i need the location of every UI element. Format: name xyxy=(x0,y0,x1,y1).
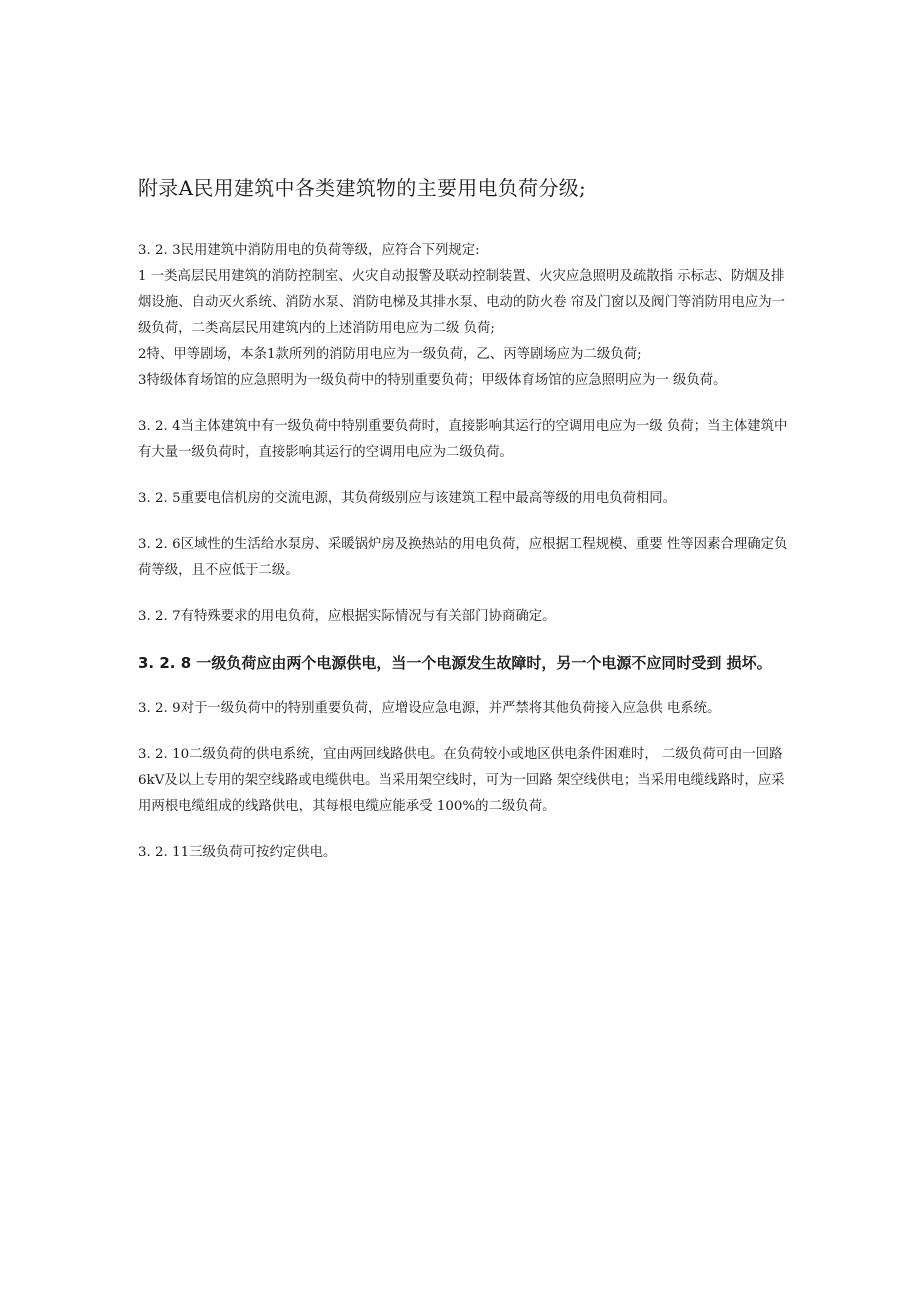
document-body xyxy=(138,238,790,866)
section-3-2-8: 3. 2. 8 一级负荷应由两个电源供电，当一个电源发生故障时，另一个电源不应同时受到 损坏。 xyxy=(138,654,772,672)
section-3-2-3-item-1: 1 一类高层民用建筑的消防控制室、火灾自动报警及联动控制装置、火灾应急照明及疏散指 示标志、防烟及排烟设施、自动灭火系统、消防水泵、消防电梯及其排水泵、电动的防火卷 帘及门窗以及阀门等消防用电应为一级负荷，二类高层民用建筑内的上述消防用电应为二级 负荷; xyxy=(138,269,786,336)
section-3-2-10: 3. 2. 10二级负荷的供电系统，宜由两回线路供电。在负荷较小或地区供电条件困难时， 二级负荷可由一回路6kV及以上专用的架空线路或电缆供电。当采用架空线时，可为一回路 架空线供电；当采用电缆线路时，应采用两根电缆组成的线路供电，其每根电缆应能承受 100%的二级负荷。 xyxy=(138,747,785,814)
section-3-2-11: 3. 2. 11三级负荷可按约定供电。 xyxy=(138,845,337,860)
section-3-2-3-item-3: 3特级体育场馆的应急照明为一级负荷中的特别重要负荷；甲级体育场馆的应急照明应为一 级负荷。 xyxy=(138,373,727,388)
section-3-2-5: 3. 2. 5重要电信机房的交流电源，其负荷级别应与该建筑工程中最高等级的用电负荷相同。 xyxy=(138,491,677,506)
section-3-2-4: 3. 2. 4当主体建筑中有一级负荷中特别重要负荷时，直接影响其运行的空调用电应为一级 负荷；当主体建筑中有大量一级负荷时，直接影响其运行的空调用电应为二级负荷。 xyxy=(138,419,788,460)
document-title: 附录A民用建筑中各类建筑物的主要用电负荷分级; xyxy=(138,176,587,200)
section-3-2-3-heading: 3. 2. 3民用建筑中消防用电的负荷等级，应符合下列规定: xyxy=(138,243,480,258)
section-3-2-3-item-2: 2特、甲等剧场，本条1款所列的消防用电应为一级负荷，乙、丙等剧场应为二级负荷; xyxy=(138,347,642,362)
section-3-2-7: 3. 2. 7有特殊要求的用电负荷，应根据实际情况与有关部门协商确定。 xyxy=(138,609,556,624)
section-3-2-6: 3. 2. 6区域性的生活给水泵房、采暖锅炉房及换热站的用电负荷，应根据工程规模、重要 性等因素合理确定负荷等级，且不应低于二级。 xyxy=(138,537,788,578)
section-3-2-9: 3. 2. 9对于一级负荷中的特别重要负荷，应增设应急电源，并严禁将其他负荷接入应急供 电系统。 xyxy=(138,701,721,716)
